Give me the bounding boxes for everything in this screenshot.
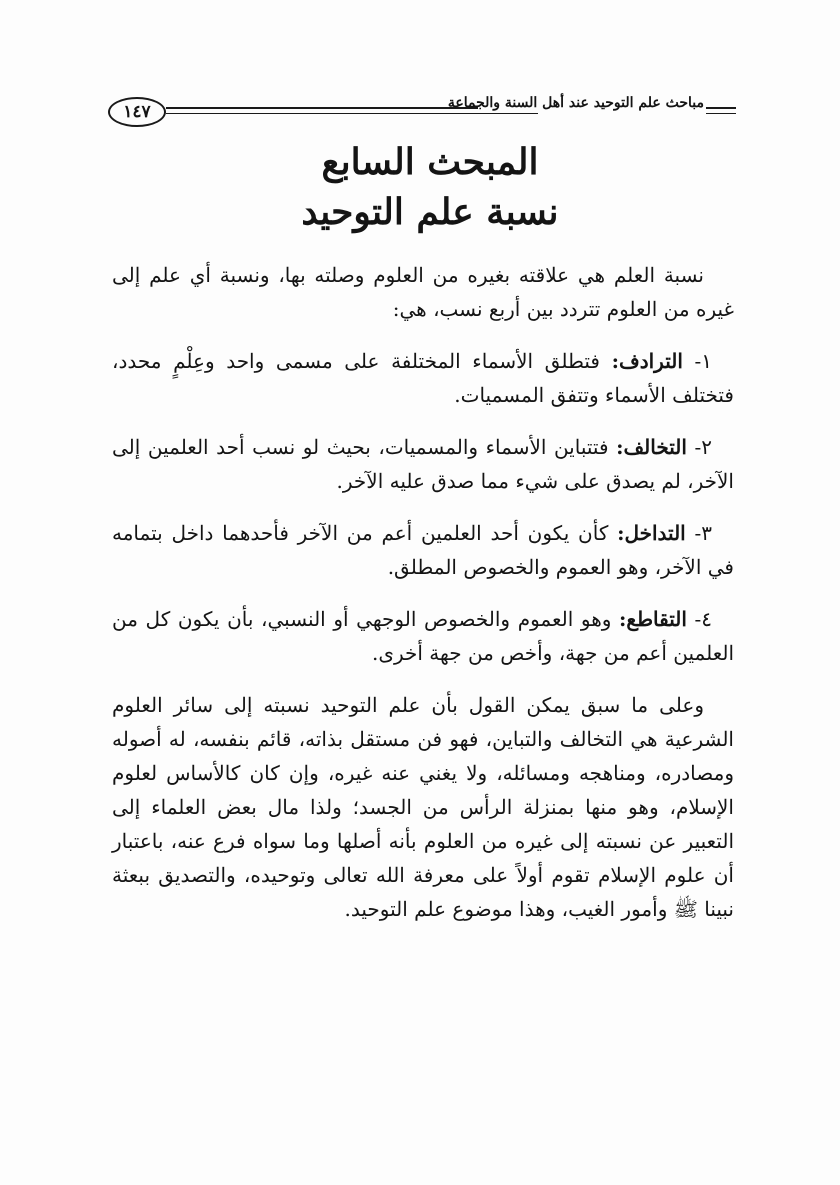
item-text: كأن يكون أحد العلمين أعم من الآخر فأحدهما داخل بتمامه في الآخر، وهو العموم والخصوص المطلق. (112, 521, 734, 579)
item-term: التقاطع: (619, 607, 687, 631)
list-item (112, 430, 734, 498)
running-header (108, 95, 736, 137)
conclusion-paragraph: وعلى ما سبق يمكن القول بأن علم التوحيد نسبته إلى سائر العلوم الشرعية هي التخالف والتباين، فهو فن مستقل بذاته، قائم بنفسه، له أصوله ومصادره، ومناهجه ومسائله، ولا يغني عنه غيره، وإن كان كالأساس لعلوم الإسلام، وهو منها بمنزلة الرأس من الجسد؛ ولذا مال بعض العلماء إلى التعبير عن نسبته إلى غيره من العلوم بأنه أصلها وما سواه فرع عنه، باعتبار أن علوم الإسلام تقوم أولاً على معرفة الله تعالى وتوحيده، والتصديق ببعثة نبينا ﷺ وأمور الغيب، وهذا موضوع علم التوحيد. (112, 693, 734, 921)
body-text (112, 258, 734, 944)
item-number: ١- (694, 349, 713, 373)
list-item (112, 516, 734, 584)
item-text: فتتباين الأسماء والمسميات، بحيث لو نسب أحد العلمين إلى الآخر، لم يصدق على شيء مما صدق عليه الآخر. (112, 435, 734, 493)
list-item (112, 344, 734, 412)
item-number: ٤- (694, 607, 713, 631)
item-number: ٣- (694, 521, 713, 545)
item-text: فتطلق الأسماء المختلفة على مسمى واحد وعِلْمٍ محدد، فتختلف الأسماء وتتفق المسميات. (112, 349, 734, 407)
chapter-title: المبحث السابع (321, 141, 539, 183)
running-title: مباحث علم التوحيد عند أهل السنة والجماعة (447, 95, 704, 111)
item-text: وهو العموم والخصوص الوجهي أو النسبي، بأن يكون كل من العلمين أعم من جهة، وأخص من جهة أخرى. (112, 607, 734, 665)
item-term: التخالف: (616, 435, 687, 459)
section-title: نسبة علم التوحيد (301, 191, 559, 233)
intro-paragraph: نسبة العلم هي علاقته بغيره من العلوم وصلته بها، ونسبة أي علم إلى غيره من العلوم تتردد بين أربع نسب، هي: (112, 263, 734, 321)
item-term: الترادف: (611, 349, 683, 373)
page-number: ١٤٧ (108, 97, 166, 127)
item-number: ٢- (694, 435, 713, 459)
header-rule-right (706, 107, 736, 114)
list-item (112, 602, 734, 670)
item-term: التداخل: (617, 521, 686, 545)
